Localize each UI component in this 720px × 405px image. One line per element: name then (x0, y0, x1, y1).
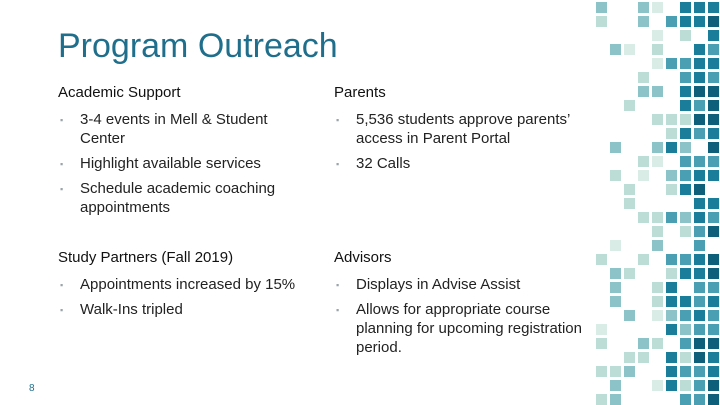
decorative-tile (694, 212, 705, 223)
decorative-tile (666, 366, 677, 377)
section-heading: Advisors (334, 249, 392, 266)
decorative-tile (708, 324, 719, 335)
decorative-tile (666, 254, 677, 265)
decorative-tile (666, 170, 677, 181)
decorative-tile (708, 44, 719, 55)
decorative-tile (610, 240, 621, 251)
decorative-tile (694, 16, 705, 27)
page-title: Program Outreach (58, 27, 338, 65)
decorative-tile (708, 30, 719, 41)
decorative-tile (652, 114, 663, 125)
decorative-tile (624, 198, 635, 209)
decorative-tile (708, 198, 719, 209)
decorative-tile (666, 142, 677, 153)
decorative-tile (638, 16, 649, 27)
decorative-tile (638, 212, 649, 223)
decorative-tile (708, 16, 719, 27)
list-item: ▪ Walk-Ins tripled (60, 301, 183, 318)
list-item: ▪ Displays in Advise Assist (336, 276, 521, 293)
decorative-tile (610, 268, 621, 279)
decorative-tile (680, 2, 691, 13)
decorative-tile (694, 240, 705, 251)
decorative-tile (708, 58, 719, 69)
decorative-tile (610, 142, 621, 153)
decorative-tile (680, 212, 691, 223)
decorative-tile (666, 324, 677, 335)
decorative-tile (694, 72, 705, 83)
decorative-tile (638, 86, 649, 97)
decorative-tile (708, 114, 719, 125)
decorative-tile (680, 310, 691, 321)
decorative-tile (624, 352, 635, 363)
decorative-tile (708, 86, 719, 97)
decorative-tile (708, 2, 719, 13)
decorative-tile (652, 142, 663, 153)
decorative-tile (680, 170, 691, 181)
decorative-tile (694, 170, 705, 181)
decorative-tile (694, 296, 705, 307)
decorative-tile (596, 366, 607, 377)
decorative-tile (666, 58, 677, 69)
decorative-tile (652, 86, 663, 97)
decorative-tile (666, 114, 677, 125)
list-item: ▪ 32 Calls (336, 155, 411, 172)
decorative-tile (652, 212, 663, 223)
section-parents (334, 84, 589, 179)
decorative-tile (694, 184, 705, 195)
list-item: ▪ 5,536 students approve parents’ access in Parent Portal (336, 111, 570, 147)
decorative-tile (694, 44, 705, 55)
decorative-tile (680, 30, 691, 41)
decorative-tile (624, 268, 635, 279)
decorative-tile (666, 268, 677, 279)
decorative-tile (596, 16, 607, 27)
decorative-tile (694, 310, 705, 321)
bullet-icon: ▪ (336, 305, 340, 315)
decorative-tile (652, 310, 663, 321)
decorative-tile (708, 366, 719, 377)
bullet-icon: ▪ (336, 280, 340, 290)
decorative-tile (708, 226, 719, 237)
decorative-tile (652, 240, 663, 251)
decorative-tile (638, 170, 649, 181)
decorative-tile (680, 254, 691, 265)
decorative-tile (680, 114, 691, 125)
decorative-tile (694, 352, 705, 363)
decorative-tile (666, 282, 677, 293)
decorative-tile (680, 296, 691, 307)
decorative-tile (680, 100, 691, 111)
decorative-tile (694, 380, 705, 391)
decorative-tile (638, 2, 649, 13)
decorative-tile (666, 184, 677, 195)
decorative-tile (666, 296, 677, 307)
decorative-tile (652, 296, 663, 307)
bullet-icon: ▪ (60, 115, 64, 125)
decorative-tile (666, 16, 677, 27)
decorative-tile (680, 324, 691, 335)
decorative-tile (638, 254, 649, 265)
decorative-tile (708, 282, 719, 293)
decorative-tile (596, 2, 607, 13)
section-heading: Academic Support (58, 84, 181, 101)
section-advisors (334, 249, 599, 363)
decorative-tile (708, 254, 719, 265)
decorative-tile (680, 142, 691, 153)
bullet-icon: ▪ (60, 305, 64, 315)
decorative-tile (694, 324, 705, 335)
decorative-tile (652, 156, 663, 167)
decorative-tile (596, 394, 607, 405)
decorative-tile (680, 58, 691, 69)
decorative-tile (694, 86, 705, 97)
decorative-tile (652, 226, 663, 237)
decorative-tile (694, 128, 705, 139)
decorative-tile (694, 268, 705, 279)
list-item: ▪ Allows for appropriate course planning for upcoming registration period. (336, 301, 582, 356)
decorative-tile (708, 268, 719, 279)
decorative-tile (680, 380, 691, 391)
decorative-tile (708, 296, 719, 307)
decorative-tile (666, 352, 677, 363)
decorative-tile (680, 226, 691, 237)
decorative-tile (708, 380, 719, 391)
section-academic-support (58, 84, 313, 223)
decorative-tile (652, 338, 663, 349)
decorative-tile (680, 156, 691, 167)
decorative-tile (680, 16, 691, 27)
decorative-tile (708, 156, 719, 167)
decorative-tile (638, 338, 649, 349)
decorative-tile (680, 338, 691, 349)
decorative-tile (652, 282, 663, 293)
decorative-tile (708, 394, 719, 405)
decorative-tile (666, 310, 677, 321)
decorative-tile (694, 394, 705, 405)
decorative-tile (694, 254, 705, 265)
decorative-tile (638, 352, 649, 363)
decorative-tile (680, 128, 691, 139)
decorative-tile (694, 366, 705, 377)
decorative-tile (610, 380, 621, 391)
decorative-tile (694, 156, 705, 167)
decorative-tile (666, 380, 677, 391)
decorative-tile (680, 184, 691, 195)
decorative-tile (708, 310, 719, 321)
decorative-tile (652, 2, 663, 13)
bullet-icon: ▪ (60, 159, 64, 169)
decorative-tile (708, 338, 719, 349)
decorative-tile (694, 338, 705, 349)
decorative-tile (694, 114, 705, 125)
decorative-tile (694, 2, 705, 13)
decorative-tile (680, 366, 691, 377)
list-item: ▪ 3-4 events in Mell & Student Center (60, 111, 268, 147)
decorative-tile (624, 44, 635, 55)
decorative-tile (610, 170, 621, 181)
decorative-tile (708, 212, 719, 223)
page-number: 8 (29, 383, 35, 394)
decorative-tile (680, 352, 691, 363)
decorative-tile (638, 72, 649, 83)
decorative-tile (624, 310, 635, 321)
bullet-icon: ▪ (336, 159, 340, 169)
decorative-tile (610, 394, 621, 405)
bullet-icon: ▪ (60, 184, 64, 194)
decorative-tile (708, 142, 719, 153)
bullet-icon: ▪ (60, 280, 64, 290)
decorative-tile (680, 86, 691, 97)
decorative-tile (624, 100, 635, 111)
decorative-tile (694, 198, 705, 209)
list-item: ▪ Highlight available services (60, 155, 261, 172)
decorative-tile (694, 58, 705, 69)
decorative-tile (708, 100, 719, 111)
section-heading: Study Partners (Fall 2019) (58, 249, 234, 266)
decorative-tile (652, 30, 663, 41)
list-item: ▪ Appointments increased by 15% (60, 276, 296, 293)
decorative-tile (694, 226, 705, 237)
decorative-tile (652, 44, 663, 55)
decorative-tile (610, 282, 621, 293)
list-item: ▪ Schedule academic coaching appointments (60, 180, 276, 216)
decorative-tile (666, 212, 677, 223)
decorative-tile (610, 296, 621, 307)
decorative-tile (610, 366, 621, 377)
bullet-icon: ▪ (336, 115, 340, 125)
decorative-tile (680, 72, 691, 83)
section-study-partners (58, 249, 313, 325)
decorative-tile (680, 394, 691, 405)
decorative-tile (694, 100, 705, 111)
decorative-tile (708, 128, 719, 139)
decorative-tile (708, 352, 719, 363)
decorative-tile (624, 366, 635, 377)
decorative-tile (680, 268, 691, 279)
section-heading: Parents (334, 84, 386, 101)
decorative-tile (694, 282, 705, 293)
decorative-tile (652, 58, 663, 69)
decorative-tile (638, 156, 649, 167)
decorative-tile (652, 380, 663, 391)
decorative-tile (610, 44, 621, 55)
decorative-tile (624, 184, 635, 195)
decorative-tile (708, 72, 719, 83)
decorative-tile (666, 128, 677, 139)
decorative-tile (708, 170, 719, 181)
